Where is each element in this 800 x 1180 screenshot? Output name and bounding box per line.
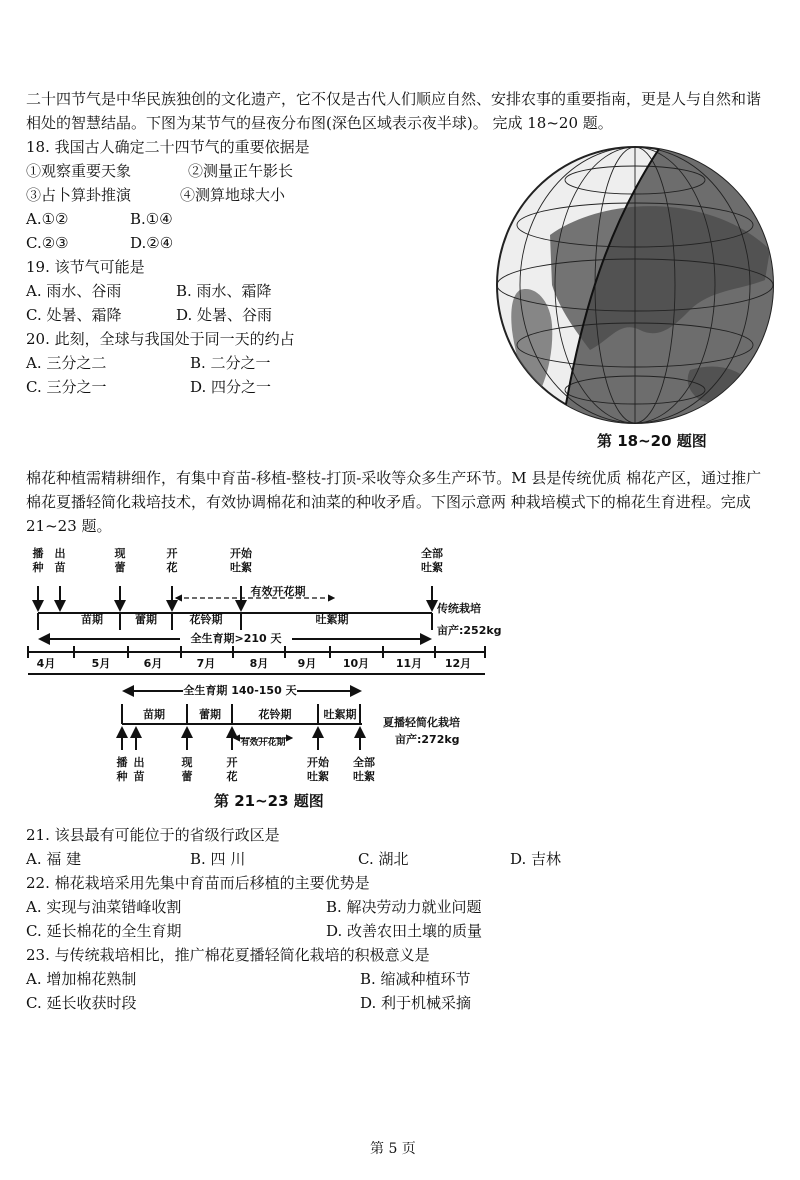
q18-item-4: ④测算地球大小 (180, 186, 286, 204)
trad-event-flowering-2: 花 (166, 561, 178, 574)
summer-event-flowering-1: 开 (226, 756, 238, 769)
q23-option-b[interactable]: B. 缩减种植环节 (360, 970, 471, 988)
summer-event-emergence-1: 出 (133, 756, 145, 769)
summer-event-all-open-2: 吐絮 (353, 770, 375, 783)
intro-paragraph-1: 二十四节气是中华民族独创的文化遗产，它不仅是古代人们顺应自然、安排农事的重要指南，更是人与自然和谐相处的智慧结晶。下图为某节气的昼夜分布图(深色区域表示夜半球)。 完成 18~20 题。 (26, 90, 762, 132)
q18-item-1: ①观察重要天象 (26, 162, 132, 180)
q23-option-a[interactable]: A. 增加棉花熟制 (26, 970, 137, 988)
month-apr: 4月 (36, 657, 56, 670)
q21-option-b[interactable]: B. 四 川 (190, 850, 246, 868)
day-night-globe-figure (490, 140, 780, 430)
summer-event-budding-2: 蕾 (181, 770, 193, 783)
q22-option-c[interactable]: C. 延长棉花的全生育期 (26, 922, 182, 940)
summer-event-boll-open-2: 吐絮 (307, 770, 329, 783)
q20-option-b[interactable]: B. 二分之一 (190, 354, 271, 372)
q22-option-b[interactable]: B. 解决劳动力就业问题 (326, 898, 482, 916)
q21-option-c[interactable]: C. 湖北 (358, 850, 409, 868)
trad-total-period: 全生育期>210 天 (190, 632, 282, 645)
intro-paragraph-2: 棉花种植需精耕细作，有集中育苗-移植-整枝-打顶-采收等众多生产环节。M 县是传统优质 棉花产区，通过推广棉花夏播轻简化栽培技术，有效协调棉花和油菜的种收矛盾。下图示意两 种栽培模式下的棉花生育进程。完成 21~23 题。 (26, 469, 762, 535)
month-may: 5月 (91, 657, 111, 670)
trad-stage-flower-boll: 花铃期 (189, 613, 223, 626)
summer-stage-seedling: 苗期 (143, 708, 165, 721)
q18-option-c[interactable]: C.②③ (26, 234, 69, 252)
trad-event-emergence-1: 出 (54, 547, 66, 560)
summer-stage-bud: 蕾期 (199, 708, 221, 721)
q19-option-b[interactable]: B. 雨水、霜降 (176, 282, 272, 300)
summer-stage-flower-boll: 花铃期 (258, 708, 292, 721)
q20-option-a[interactable]: A. 三分之二 (26, 354, 107, 372)
month-sep: 9月 (297, 657, 317, 670)
q18-option-d[interactable]: D.②④ (130, 234, 174, 252)
figure-18-20-caption: 第 18~20 题图 (597, 432, 707, 450)
month-aug: 8月 (249, 657, 269, 670)
summer-event-flowering-2: 花 (226, 770, 238, 783)
trad-stage-boll-opening: 吐絮期 (315, 613, 349, 626)
figure-21-23-caption: 第 21~23 题图 (214, 792, 324, 810)
trad-event-sowing-2: 种 (32, 561, 44, 574)
q18-item-2: ②测量正午影长 (188, 162, 294, 180)
month-dec: 12月 (444, 657, 472, 670)
q23-option-d[interactable]: D. 利于机械采摘 (360, 994, 472, 1012)
summer-event-boll-open-1: 开始 (307, 756, 329, 769)
q19-option-c[interactable]: C. 处暑、霜降 (26, 306, 122, 324)
q22-option-a[interactable]: A. 实现与油菜错峰收割 (26, 898, 182, 916)
summer-event-budding-1: 现 (181, 756, 193, 769)
trad-event-boll-open-1: 开始 (230, 547, 252, 560)
summer-yield: 亩产:272kg (395, 733, 460, 746)
summer-event-sowing-2: 种 (116, 770, 128, 783)
summer-event-sowing-1: 播 (116, 756, 128, 769)
summer-effective-flowering-label: 有效开花期 (240, 738, 286, 748)
question-19-stem: 19. 该节气可能是 (26, 258, 145, 276)
q18-option-a[interactable]: A.①② (26, 210, 69, 228)
summer-stage-boll-opening: 吐絮期 (323, 708, 357, 721)
trad-event-all-open-2: 吐絮 (421, 561, 443, 574)
trad-event-emergence-2: 苗 (54, 561, 66, 574)
trad-event-budding-2: 蕾 (114, 561, 126, 574)
q20-option-d[interactable]: D. 四分之一 (190, 378, 272, 396)
q18-item-3: ③占卜算卦推演 (26, 186, 132, 204)
summer-mode-label: 夏播轻简化栽培 (383, 716, 460, 729)
question-22-stem: 22. 棉花栽培采用先集中育苗而后移植的主要优势是 (26, 874, 370, 892)
month-oct: 10月 (342, 657, 370, 670)
traditional-yield: 亩产:252kg (437, 624, 502, 637)
summer-event-all-open-1: 全部 (353, 756, 375, 769)
trad-event-all-open-1: 全部 (421, 547, 443, 560)
q21-option-a[interactable]: A. 福 建 (26, 850, 82, 868)
q18-option-b[interactable]: B.①④ (130, 210, 173, 228)
q20-option-c[interactable]: C. 三分之一 (26, 378, 107, 396)
trad-stage-seedling: 苗期 (81, 613, 103, 626)
month-nov: 11月 (395, 657, 423, 670)
q19-option-d[interactable]: D. 处暑、谷雨 (176, 306, 273, 324)
trad-event-boll-open-2: 吐絮 (230, 561, 252, 574)
q19-option-a[interactable]: A. 雨水、谷雨 (26, 282, 122, 300)
page-number: 第 5 页 (370, 1141, 416, 1157)
summer-event-emergence-2: 苗 (133, 770, 145, 783)
trad-event-flowering-1: 开 (166, 547, 178, 560)
question-18-stem: 18. 我国古人确定二十四节气的重要依据是 (26, 138, 310, 156)
trad-stage-bud: 蕾期 (135, 613, 157, 626)
question-23-stem: 23. 与传统栽培相比，推广棉花夏播轻简化栽培的积极意义是 (26, 946, 430, 964)
q23-option-c[interactable]: C. 延长收获时段 (26, 994, 137, 1012)
traditional-mode-label: 传统栽培 (437, 602, 481, 615)
question-20-stem: 20. 此刻，全球与我国处于同一天的约占 (26, 330, 295, 348)
q22-option-d[interactable]: D. 改善农田土壤的质量 (326, 922, 483, 940)
trad-event-sowing-1: 播 (32, 547, 44, 560)
month-jun: 6月 (143, 657, 163, 670)
summer-total-period: 全生育期 140-150 天 (183, 684, 297, 697)
question-21-stem: 21. 该县最有可能位于的省级行政区是 (26, 826, 280, 844)
q21-option-d[interactable]: D. 吉林 (510, 850, 562, 868)
trad-event-budding-1: 现 (114, 547, 126, 560)
cotton-growth-diagram (0, 540, 540, 790)
trad-effective-flowering-label: 有效开花期 (250, 585, 306, 598)
month-jul: 7月 (196, 657, 216, 670)
